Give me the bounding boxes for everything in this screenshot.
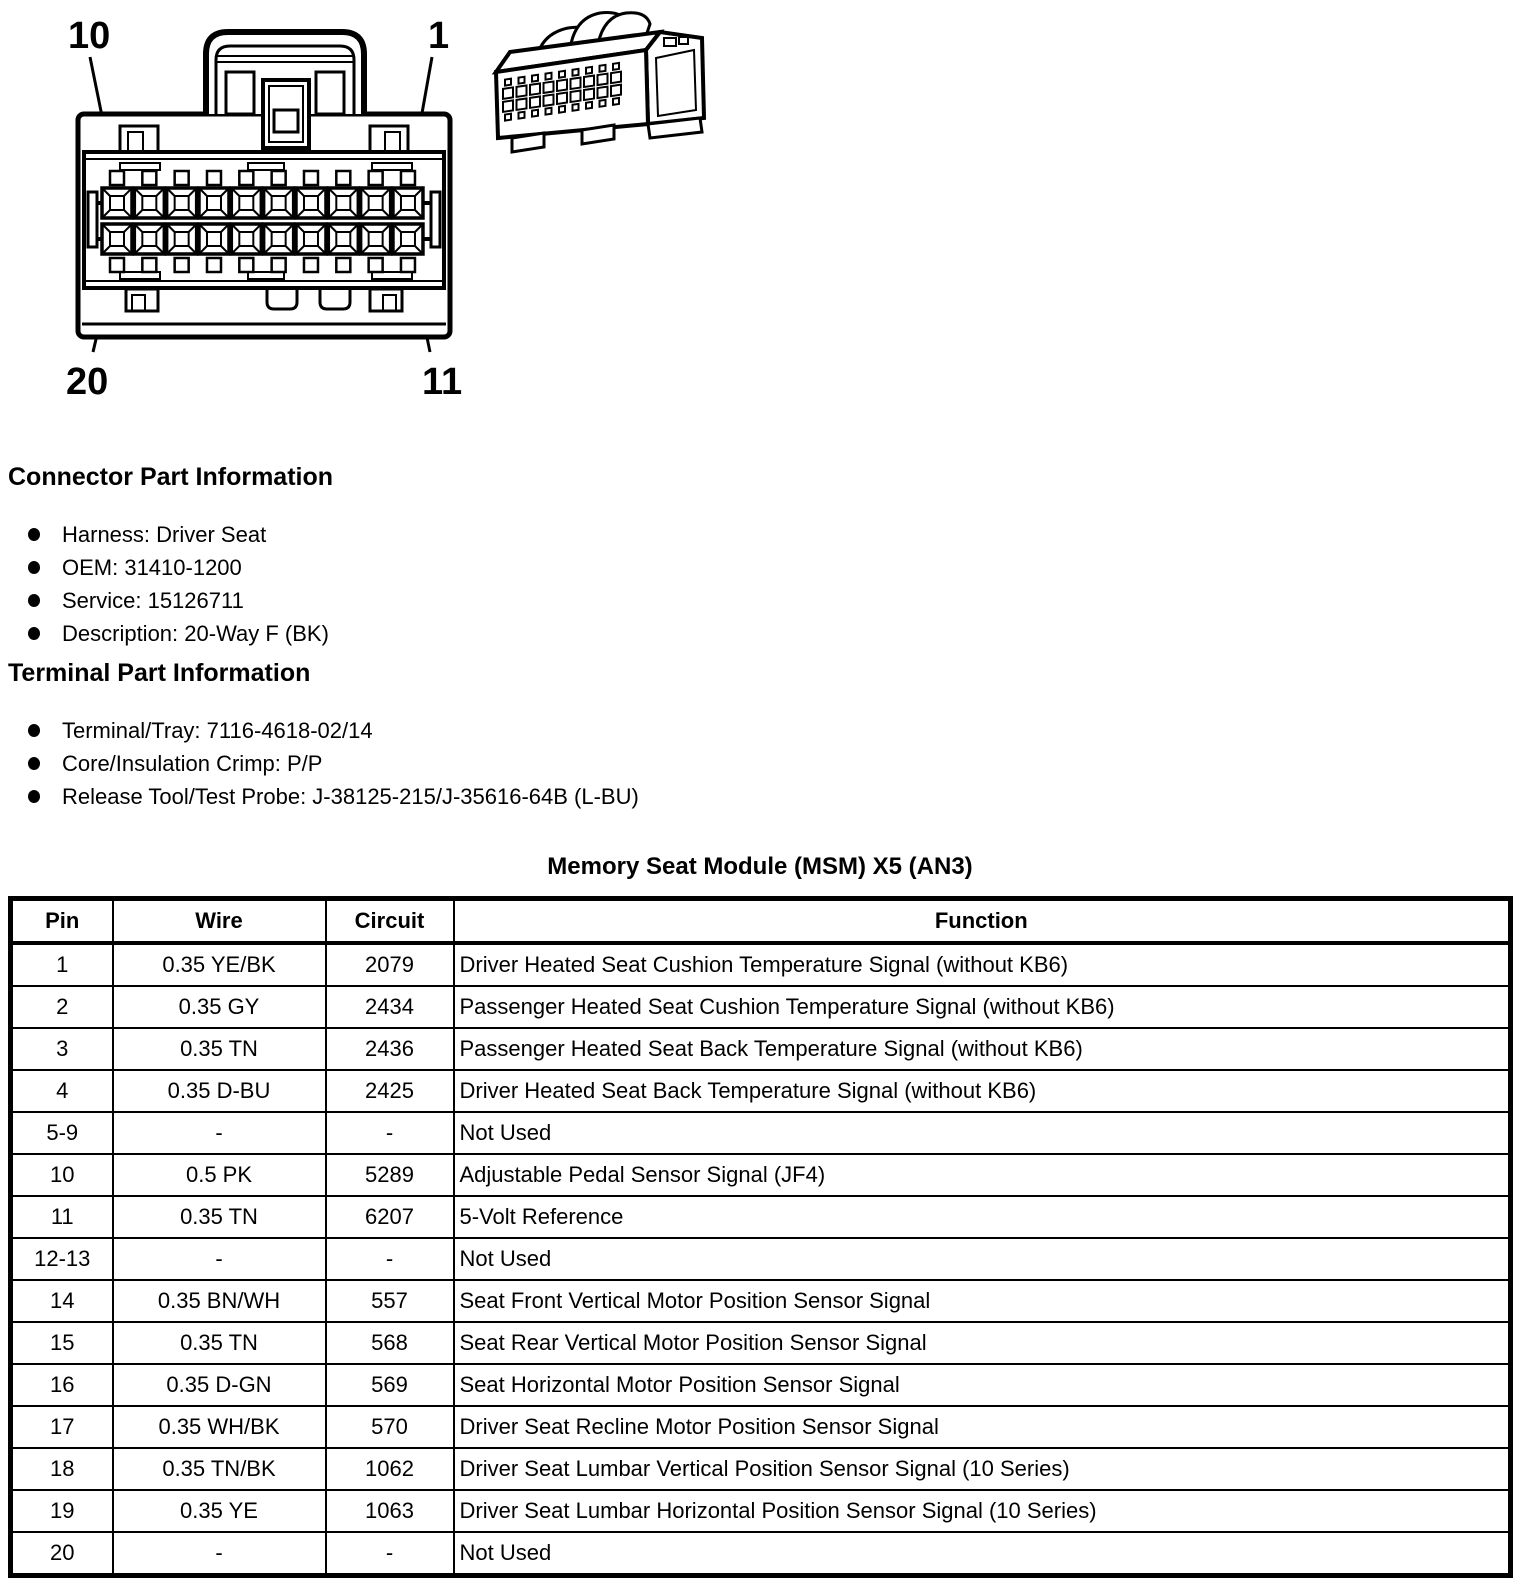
pin-cell: 14 xyxy=(11,1280,113,1322)
wire-cell: - xyxy=(113,1238,326,1280)
pin-cell: 12-13 xyxy=(11,1238,113,1280)
pinout-table-body xyxy=(11,943,1511,1576)
circuit-cell: 568 xyxy=(326,1322,454,1364)
wire-cell: - xyxy=(113,1112,326,1154)
column-header-pin: Pin xyxy=(11,899,113,944)
pin-cell: 15 xyxy=(11,1322,113,1364)
function-cell: Seat Rear Vertical Motor Position Sensor Signal xyxy=(454,1322,1511,1364)
bullet-icon xyxy=(28,528,40,541)
pin-cell: 18 xyxy=(11,1448,113,1490)
table-row xyxy=(11,1364,1511,1406)
info-list-item xyxy=(8,714,639,747)
function-cell: Not Used xyxy=(454,1112,1511,1154)
circuit-cell: 570 xyxy=(326,1406,454,1448)
pin-cell: 10 xyxy=(11,1154,113,1196)
pin-cavity xyxy=(264,224,294,254)
table-row xyxy=(11,1280,1511,1322)
info-item-text: Core/Insulation Crimp: P/P xyxy=(62,750,323,776)
info-list-item xyxy=(8,584,333,617)
section-heading: Connector Part Information xyxy=(8,463,334,491)
pinout-table xyxy=(8,896,1513,1578)
function-cell: Passenger Heated Seat Back Temperature Signal (without KB6) xyxy=(454,1028,1511,1070)
pin-cavity xyxy=(102,224,132,254)
pin-label-1: 1 xyxy=(428,15,450,57)
bullet-icon xyxy=(28,790,40,803)
circuit-cell: 1062 xyxy=(326,1448,454,1490)
bullet-icon xyxy=(28,561,40,574)
column-header-circuit: Circuit xyxy=(326,899,454,944)
function-cell: Adjustable Pedal Sensor Signal (JF4) xyxy=(454,1154,1511,1196)
pin-cell: 5-9 xyxy=(11,1112,113,1154)
function-cell: Seat Front Vertical Motor Position Sensor Signal xyxy=(454,1280,1511,1322)
wire-cell: 0.35 GY xyxy=(113,986,326,1028)
pin-cell: 11 xyxy=(11,1196,113,1238)
pin-cell: 2 xyxy=(11,986,113,1028)
pin-cavity xyxy=(102,188,132,218)
table-row xyxy=(11,1196,1511,1238)
wire-cell: - xyxy=(113,1532,326,1576)
function-cell: Not Used xyxy=(454,1532,1511,1576)
connector-part-info-section xyxy=(8,462,333,650)
info-item-text: Harness: Driver Seat xyxy=(62,521,267,547)
pin-cavity xyxy=(328,224,358,254)
wire-cell: 0.35 TN/BK xyxy=(113,1448,326,1490)
pin-cell: 4 xyxy=(11,1070,113,1112)
info-item-text: Release Tool/Test Probe: J-38125-215/J-35616-64B (L-BU) xyxy=(62,783,639,809)
table-row xyxy=(11,986,1511,1028)
header-row xyxy=(11,899,1511,944)
pin-cell: 3 xyxy=(11,1028,113,1070)
pin-cell: 19 xyxy=(11,1490,113,1532)
info-list-item xyxy=(8,518,333,551)
info-item-text: Service: 15126711 xyxy=(62,587,244,613)
terminal-part-info-list xyxy=(8,714,639,813)
table-row xyxy=(11,1238,1511,1280)
pin-cavity xyxy=(393,188,423,218)
info-list-item xyxy=(8,617,333,650)
pin-cavity xyxy=(134,224,164,254)
info-list-item xyxy=(8,780,639,813)
table-row xyxy=(11,943,1511,986)
table-row xyxy=(11,1154,1511,1196)
table-row xyxy=(11,1028,1511,1070)
circuit-cell: - xyxy=(326,1112,454,1154)
circuit-cell: 2436 xyxy=(326,1028,454,1070)
circuit-cell: 569 xyxy=(326,1364,454,1406)
foot xyxy=(582,125,614,144)
pin-cavity xyxy=(167,188,197,218)
pinout-table-header xyxy=(11,899,1511,944)
function-cell: Driver Heated Seat Cushion Temperature Signal (without KB6) xyxy=(454,943,1511,986)
pin-cavity xyxy=(296,188,326,218)
pin-cavity xyxy=(264,188,294,218)
foot xyxy=(512,133,544,152)
table-row xyxy=(11,1406,1511,1448)
table-row xyxy=(11,1322,1511,1364)
info-item-text: Description: 20-Way F (BK) xyxy=(62,620,329,646)
function-cell: Driver Heated Seat Back Temperature Signal (without KB6) xyxy=(454,1070,1511,1112)
function-cell: Not Used xyxy=(454,1238,1511,1280)
pin-label-20: 20 xyxy=(66,361,109,402)
pin-cavity xyxy=(361,224,391,254)
bullet-icon xyxy=(28,724,40,737)
table-title: Memory Seat Module (MSM) X5 (AN3) xyxy=(547,853,973,880)
circuit-cell: 5289 xyxy=(326,1154,454,1196)
pin-cavity xyxy=(199,224,229,254)
info-item-text: OEM: 31410-1200 xyxy=(62,554,242,580)
pin-cavity xyxy=(296,224,326,254)
circuit-cell: 557 xyxy=(326,1280,454,1322)
circuit-cell: - xyxy=(326,1532,454,1576)
pin-cavity xyxy=(361,188,391,218)
bullet-icon xyxy=(28,627,40,640)
function-cell: Driver Seat Lumbar Horizontal Position Sensor Signal (10 Series) xyxy=(454,1490,1511,1532)
pin-cavity xyxy=(134,188,164,218)
info-list-item xyxy=(8,551,333,584)
wire-cell: 0.35 D-BU xyxy=(113,1070,326,1112)
wire-cell: 0.35 TN xyxy=(113,1196,326,1238)
table-row xyxy=(11,1448,1511,1490)
pin-cavity xyxy=(199,188,229,218)
function-cell: Driver Seat Recline Motor Position Sensor Signal xyxy=(454,1406,1511,1448)
pin-cell: 1 xyxy=(11,943,113,986)
bullet-icon xyxy=(28,594,40,607)
info-list-item xyxy=(8,747,639,780)
pin-label-10: 10 xyxy=(68,15,111,57)
connector-part-info-list xyxy=(8,518,333,650)
pin-cavity xyxy=(167,224,197,254)
circuit-cell: 2434 xyxy=(326,986,454,1028)
circuit-cell: 6207 xyxy=(326,1196,454,1238)
pin-cavity xyxy=(231,188,261,218)
column-header-function: Function xyxy=(454,899,1511,944)
table-row xyxy=(11,1070,1511,1112)
bullet-icon xyxy=(28,757,40,770)
wire-cell: 0.35 WH/BK xyxy=(113,1406,326,1448)
pin-cavity xyxy=(328,188,358,218)
connector-face-diagram xyxy=(20,2,470,402)
circuit-cell: 2425 xyxy=(326,1070,454,1112)
function-cell: Passenger Heated Seat Cushion Temperature Signal (without KB6) xyxy=(454,986,1511,1028)
function-cell: Seat Horizontal Motor Position Sensor Signal xyxy=(454,1364,1511,1406)
info-item-text: Terminal/Tray: 7116-4618-02/14 xyxy=(62,717,373,743)
wire-cell: 0.35 D-GN xyxy=(113,1364,326,1406)
pin-cavity xyxy=(393,224,423,254)
pin-cell: 17 xyxy=(11,1406,113,1448)
circuit-cell: 1063 xyxy=(326,1490,454,1532)
circuit-cell: - xyxy=(326,1238,454,1280)
pin-cell: 20 xyxy=(11,1532,113,1576)
function-cell: 5-Volt Reference xyxy=(454,1196,1511,1238)
pin-cavity xyxy=(231,224,261,254)
wire-cell: 0.35 BN/WH xyxy=(113,1280,326,1322)
pin-cell: 16 xyxy=(11,1364,113,1406)
wire-cell: 0.35 YE/BK xyxy=(113,943,326,986)
function-cell: Driver Seat Lumbar Vertical Position Sensor Signal (10 Series) xyxy=(454,1448,1511,1490)
section-heading: Terminal Part Information xyxy=(8,659,311,687)
wire-cell: 0.35 TN xyxy=(113,1028,326,1070)
pin-label-11: 11 xyxy=(422,361,463,402)
wire-cell: 0.5 PK xyxy=(113,1154,326,1196)
circuit-cell: 2079 xyxy=(326,943,454,986)
table-row xyxy=(11,1532,1511,1576)
connector-3d-view xyxy=(486,0,906,200)
table-row xyxy=(11,1490,1511,1532)
table-row xyxy=(11,1112,1511,1154)
column-header-wire: Wire xyxy=(113,899,326,944)
wire-cell: 0.35 YE xyxy=(113,1490,326,1532)
terminal-part-info-section xyxy=(8,658,639,813)
wire-cell: 0.35 TN xyxy=(113,1322,326,1364)
